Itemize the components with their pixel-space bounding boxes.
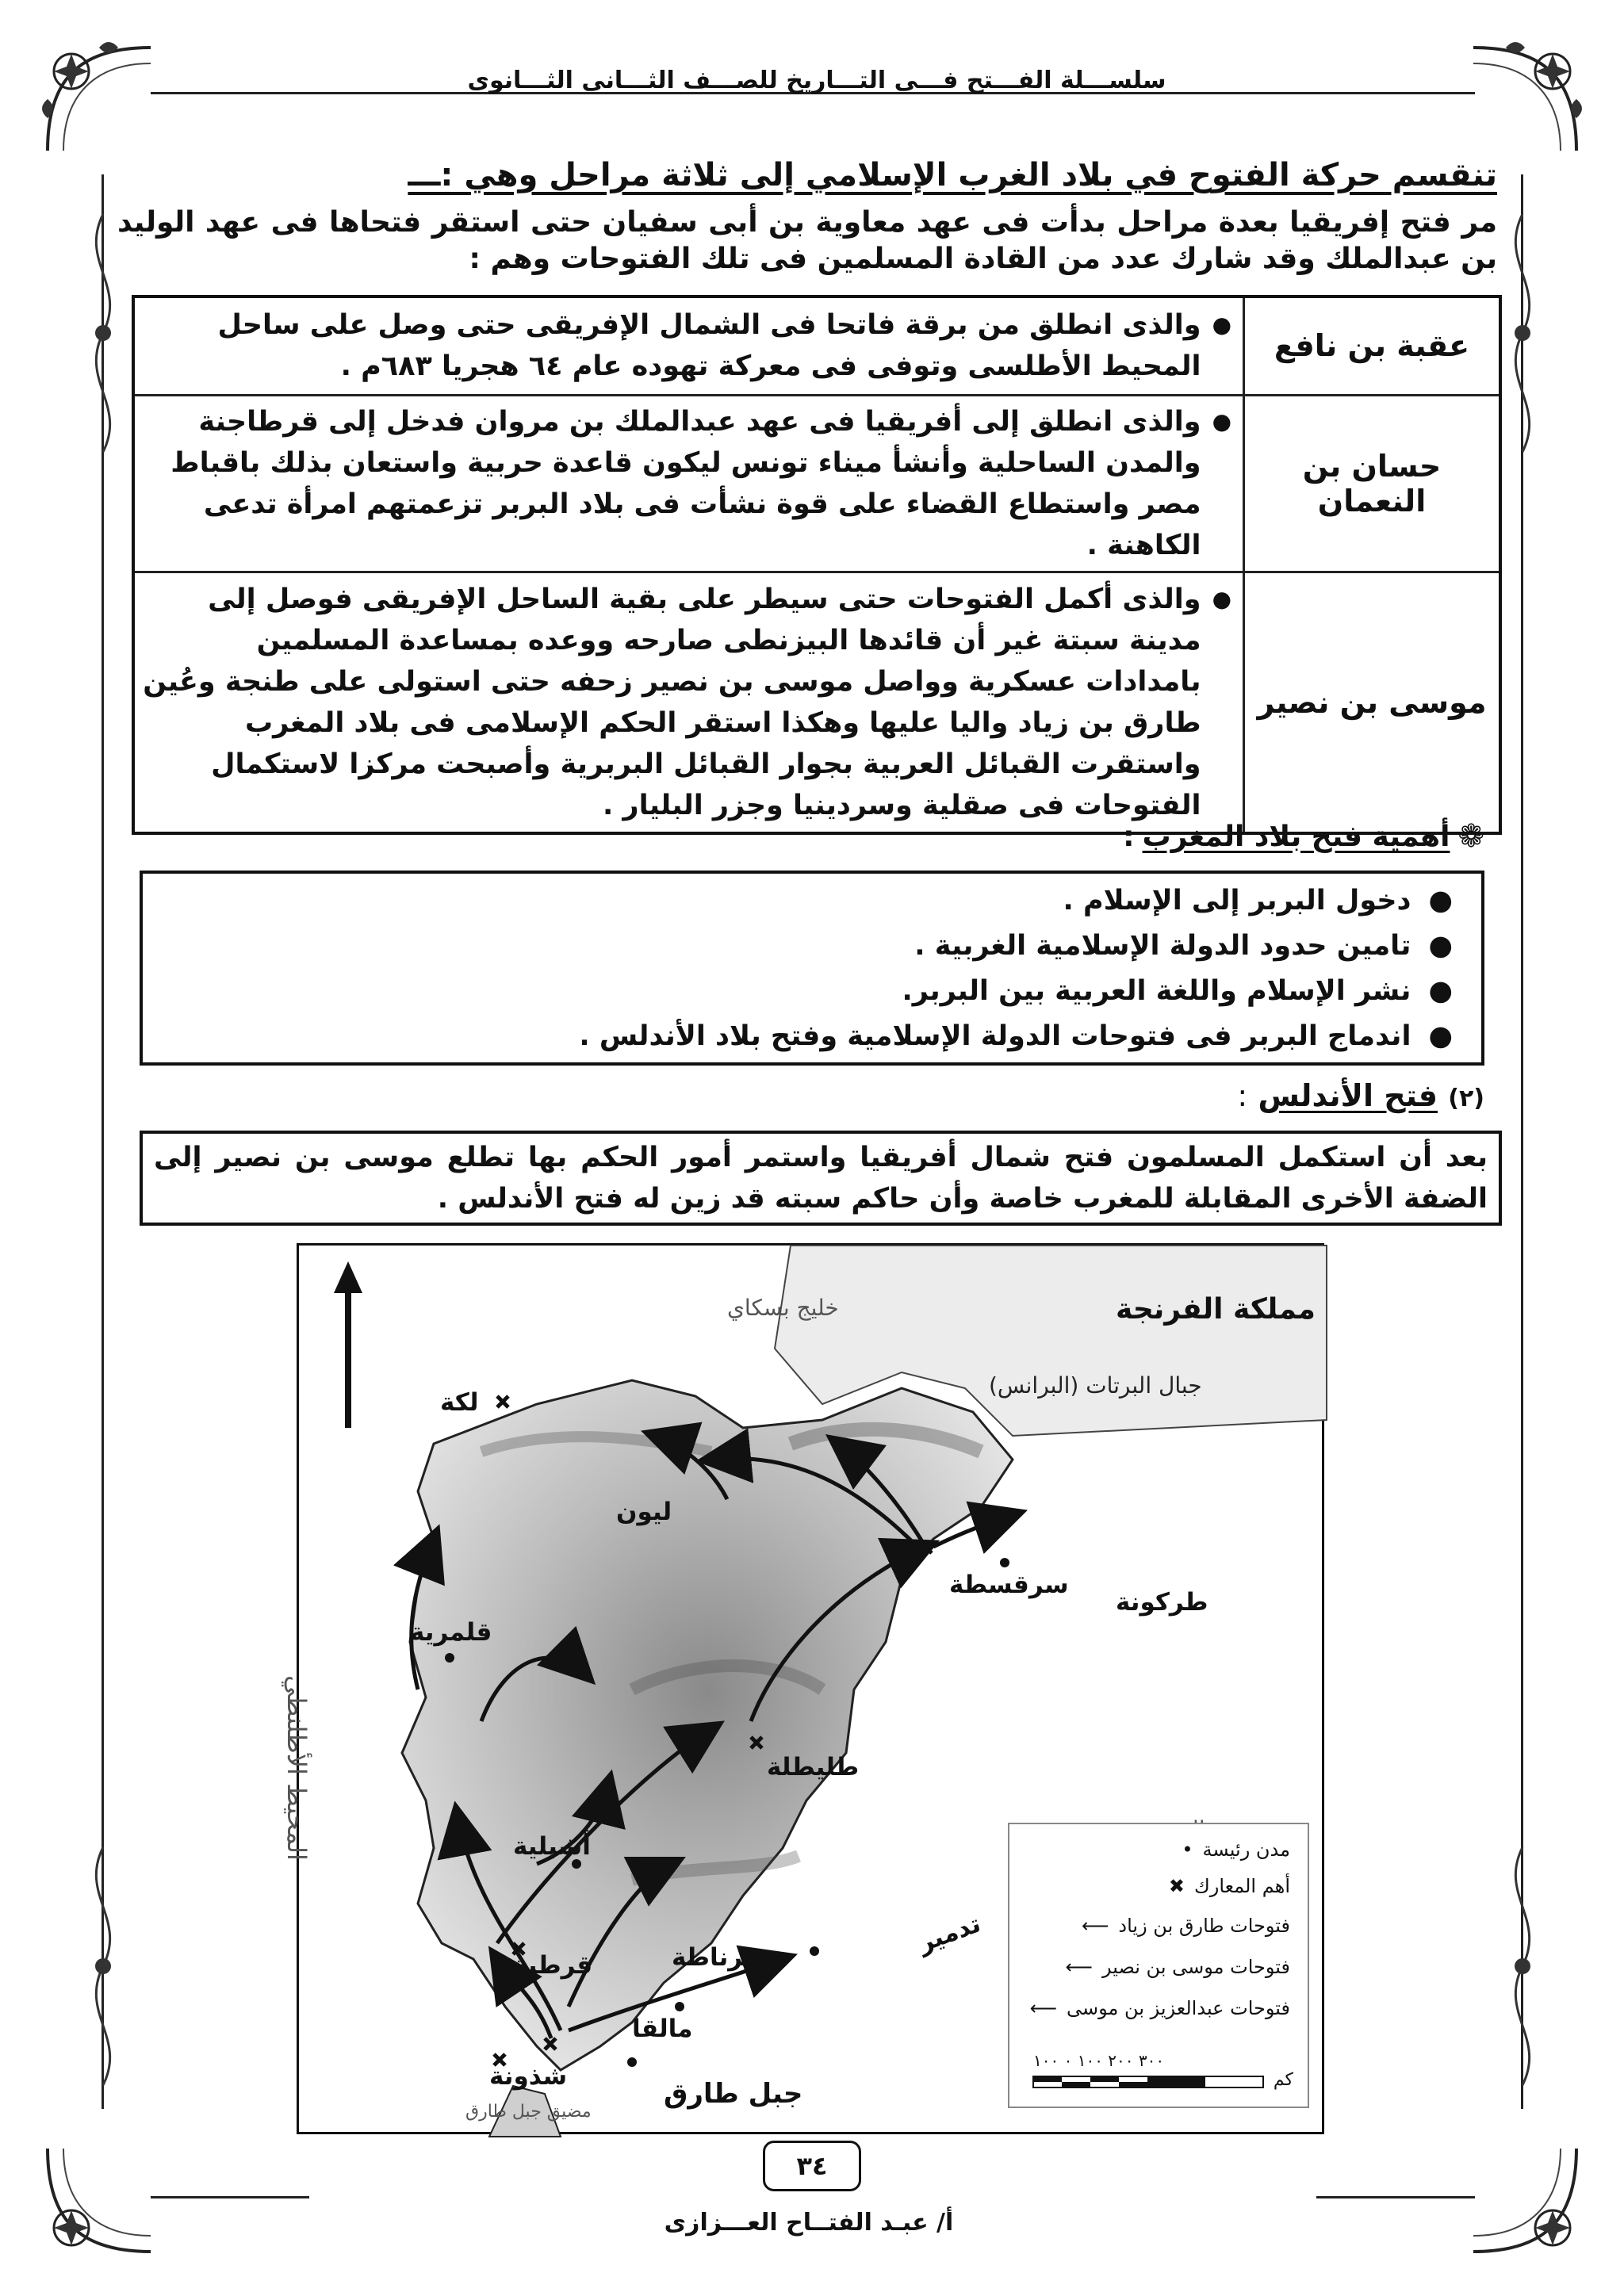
table-row	[133, 297, 1500, 395]
bullet-icon: ●	[1428, 1020, 1453, 1052]
author-name: أ/ عبـد الفتــاح العـــزازى	[664, 2209, 954, 2237]
leader-description: والذى انطلق من برقة فاتحا فى الشمال الإفريقى حتى وصل على ساحل المحيط الأطلسى وتوفى فى معركة تهوده عام ٦٤ هجريا ٦٨٣م .	[217, 309, 1201, 383]
leader-description-cell	[133, 395, 1244, 572]
bullet-icon: ●	[1212, 585, 1231, 612]
legend-battles-label: أهم المعارك	[1193, 1875, 1290, 1897]
map-label-franks: مملكة الفرنجة	[1116, 1293, 1316, 1326]
series-title: سلســـلة الفـــتح فـــى التـــاريخ للصـــف الثـــانى الثـــانوى	[467, 67, 1166, 94]
route-arrow-icon: ⟵	[1065, 1956, 1093, 1978]
bullet-icon: ●	[1212, 408, 1231, 434]
leader-name: حسان بن النعمان	[1244, 395, 1501, 572]
leader-description-cell	[133, 572, 1244, 833]
map-label-malaga: مالقا	[632, 2015, 693, 2043]
legend-abdulaziz-label: فتوحات عبدالعزيز بن موسى	[1067, 1997, 1290, 2019]
bullet-icon: ●	[1428, 975, 1453, 1007]
list-item-text: دخول البربر إلى الإسلام .	[1063, 885, 1411, 916]
frame-right-line	[1521, 174, 1523, 2109]
flower-icon: ❁	[1457, 818, 1484, 855]
frame-bottom-line	[151, 2196, 309, 2198]
importance-heading-colon: :	[1123, 820, 1135, 853]
map-label-tarragona: طركونة	[1116, 1588, 1208, 1617]
list-item	[159, 924, 1453, 969]
map-label-atlantic: المحيط الأطلنطي	[281, 1675, 312, 1861]
map-label-leon: ليون	[616, 1498, 672, 1526]
map-label-zaragoza: سرقسطة	[949, 1571, 1069, 1599]
andalus-heading	[1237, 1078, 1484, 1113]
legend-musa-label: فتوحات موسى بن نصير	[1101, 1956, 1290, 1978]
side-ornament-right-lower	[1499, 1847, 1546, 2085]
frame-left-line	[102, 174, 104, 2109]
leader-description: والذى انطلق إلى أفريقيا فى عهد عبدالملك بن مروان فدخل إلى قرطاجنة والمدن الساحلية وأنشأ ميناء تونس ليكون قاعدة حربية واستعان بذلك باقباط مصر واستطاع القضاء على قوة نشأت فى بلاد البربر تزعمتهم امرأة تدعى الكاهنة .	[170, 405, 1201, 561]
list-item	[159, 969, 1453, 1014]
bullet-icon: ●	[1428, 930, 1453, 962]
frame-bottom-line-right	[1316, 2196, 1475, 2198]
list-item	[159, 1014, 1453, 1059]
table-row	[133, 572, 1500, 833]
map-label-coimbra: قلمرية	[410, 1618, 492, 1647]
leader-name: عقبة بن نافع	[1244, 297, 1501, 395]
bullet-icon: ●	[1428, 885, 1453, 916]
map-label-cordoba: قرطبة	[513, 1951, 593, 1980]
corner-ornament-top-left	[32, 32, 167, 166]
bullet-icon: ●	[1212, 312, 1231, 339]
importance-heading-text: أهمية فتح بلاد المغرب	[1142, 820, 1450, 853]
map-label-seville: أشبلية	[513, 1832, 591, 1861]
city-dot-icon: •	[1182, 1839, 1193, 1861]
andalus-paragraph: بعد أن استكمل المسلمون فتح شمال أفريقيا واستمر أمور الحكم بها تطلع موسى بن نصير إلى الضفة الأخرى المقابلة للمغرب خاصة وأن حاكم سبته قد زين له فتح الأندلس .	[140, 1131, 1502, 1226]
legend-cities-label: مدن رئيسة	[1202, 1839, 1290, 1861]
list-item-text: نشر الإسلام واللغة العربية بين البربر.	[902, 975, 1411, 1007]
list-item	[159, 878, 1453, 924]
map-label-tudmir: تدمير	[914, 1909, 985, 1958]
scale-bar-labels: ٣٠٠ ٢٠٠ ١٠٠ ٠ ١٠٠	[1033, 2051, 1165, 2070]
map-label-pyrenees: جبال البرتات (البرانس)	[989, 1372, 1202, 1399]
importance-box	[140, 871, 1484, 1066]
legend-row	[1169, 1875, 1290, 1897]
legend-tariq-label: فتوحات طارق بن زياد	[1118, 1915, 1290, 1937]
map-label-strait: مضيق جبل طارق	[465, 2102, 592, 2122]
map-label-sidonia: شذونة	[489, 2062, 568, 2091]
page-number: ٣٤	[763, 2141, 861, 2191]
route-arrow-icon: ⟵	[1029, 1997, 1058, 2019]
side-ornament-right	[1499, 214, 1546, 452]
map-label-toledo: طليطلة	[767, 1753, 860, 1781]
map-label-gibraltar: جبل طارق	[664, 2078, 803, 2110]
map-label-lugo: لكة	[440, 1388, 479, 1417]
route-arrow-icon: ⟵	[1082, 1915, 1109, 1937]
map-legend	[1008, 1823, 1309, 2108]
leaders-table	[132, 295, 1502, 835]
corner-ornament-bottom-left	[32, 2133, 167, 2267]
andalus-heading-colon: :	[1237, 1078, 1248, 1113]
importance-list	[159, 878, 1453, 1059]
leader-description: والذى أكمل الفتوحات حتى سيطر على بقية الساحل الإفريقى فوصل إلى مدينة سبتة غير أن قائدها البيزنطى صارحه ووعده بمساعدة المسلمين بامدادات عسكرية وواصل موسى بن نصير زحفه حتى استولى على طنجة وعُين طارق بن زياد واليا عليها وهكذا استقر الحكم الإسلامى فى بلاد المغرب واستقرت القبائل العربية بجوار القبائل البربرية وأصبحت مركزا لاستكمال الفتوحات فى صقلية وسردينيا وجزر البليار .	[143, 583, 1201, 821]
table-row	[133, 395, 1500, 572]
list-item-text: اندماج البربر فى فتوحات الدولة الإسلامية وفتح بلاد الأندلس .	[579, 1020, 1411, 1052]
andalus-number: (٢)	[1448, 1085, 1484, 1112]
leader-description-cell	[133, 297, 1244, 395]
scale-bar	[1033, 2076, 1263, 2089]
side-ornament-left-lower	[79, 1847, 127, 2085]
andalus-heading-text: فتح الأندلس	[1258, 1078, 1438, 1113]
section-heading: تنقسم حركة الفتوح في بلاد الغرب الإسلامي إلى ثلاثة مراحل وهي :ـــ	[408, 157, 1497, 193]
battle-cross-icon: ✖	[1168, 1875, 1185, 1897]
andalus-conquest-map	[281, 1243, 1324, 2134]
map-label-granada: غرناطة	[672, 1943, 760, 1972]
legend-row	[1082, 1915, 1290, 1937]
list-item-text: تامين حدود الدولة الإسلامية الغربية .	[914, 930, 1411, 962]
scale-unit: كم	[1273, 2070, 1293, 2090]
legend-row	[1182, 1839, 1290, 1861]
corner-ornament-top-right	[1457, 32, 1592, 166]
importance-heading	[1123, 818, 1484, 855]
corner-ornament-bottom-right	[1457, 2133, 1592, 2267]
leader-name: موسى بن نصير	[1244, 572, 1501, 833]
legend-row	[1030, 1997, 1290, 2019]
map-label-biscay: خليج بسكاي	[727, 1295, 839, 1321]
intro-paragraph: مر فتح إفريقيا بعدة مراحل بدأت فى عهد معاوية بن أبى سفيان حتى استقر فتحاها فى عهد الوليد بن عبدالملك وقد شارك عدد من القادة المسلمين فى تلك الفتوحات وهم :	[117, 206, 1497, 275]
legend-row	[1066, 1956, 1290, 1978]
